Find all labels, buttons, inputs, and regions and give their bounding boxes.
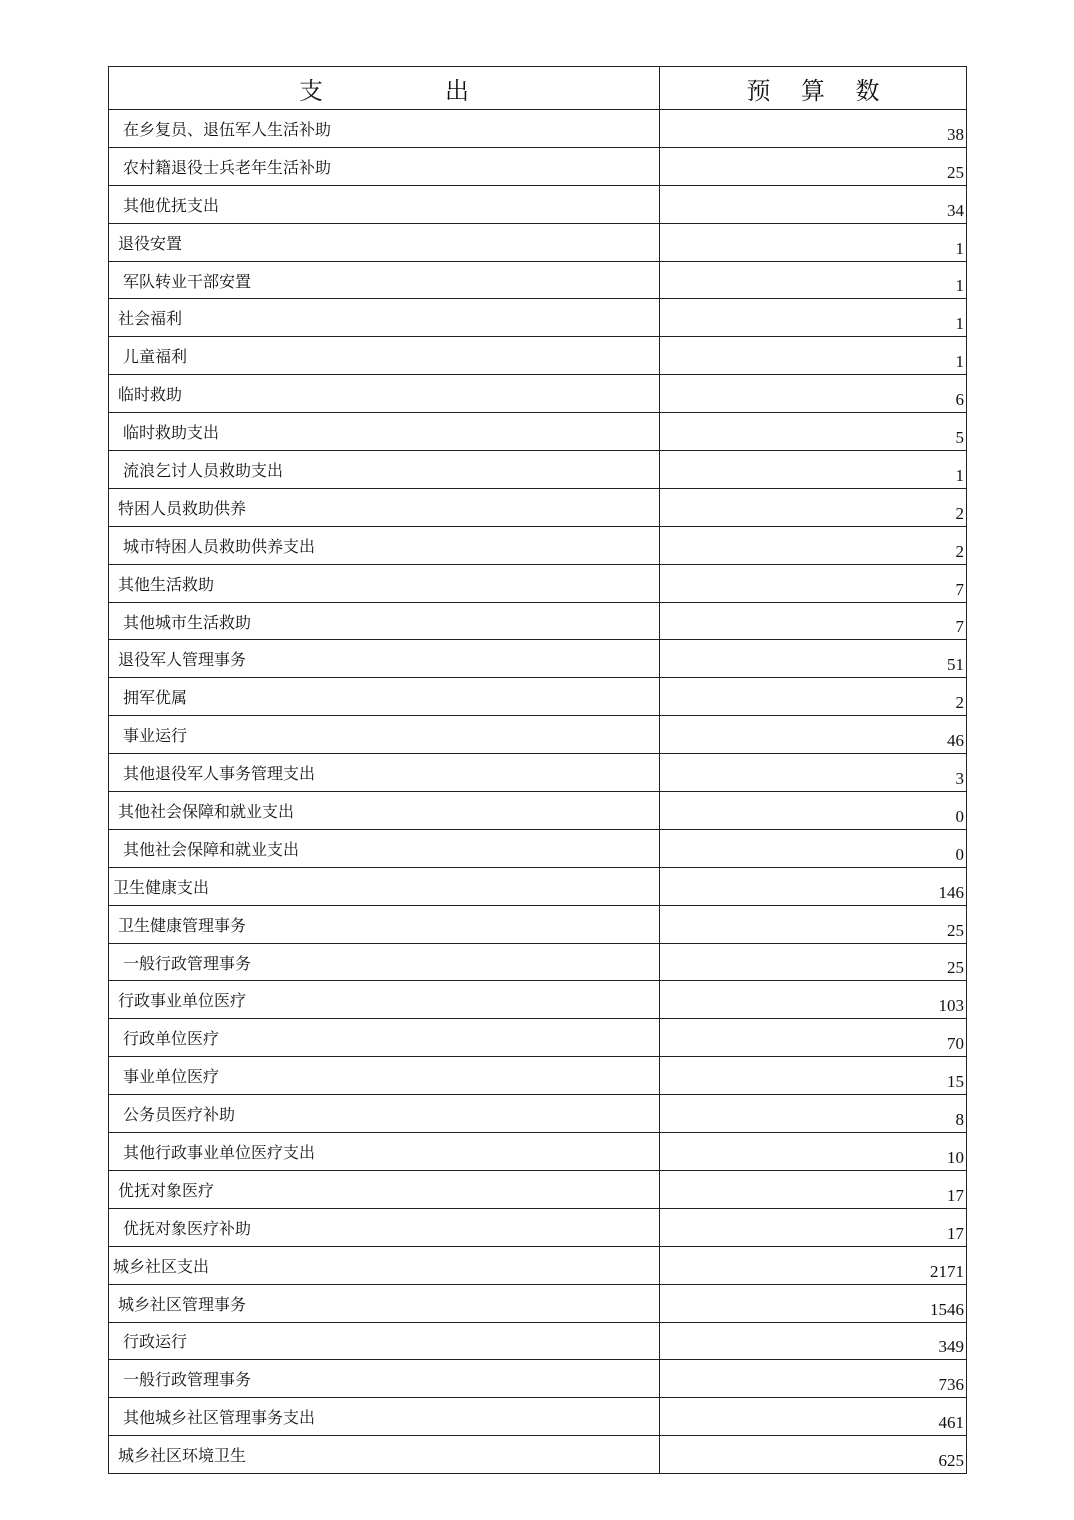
table-row [109,943,967,981]
row-value: 46 [660,716,967,754]
row-value: 0 [660,792,967,830]
row-value: 1 [660,261,967,299]
table-header [109,67,967,110]
row-label: 行政事业单位医疗 [109,981,660,1019]
row-label: 退役军人管理事务 [109,640,660,678]
table-row [109,1133,967,1171]
row-value: 70 [660,1019,967,1057]
row-label: 公务员医疗补助 [109,1095,660,1133]
table-row [109,375,967,413]
table-row [109,147,967,185]
row-value: 8 [660,1095,967,1133]
row-label: 其他社会保障和就业支出 [109,829,660,867]
table-row [109,1019,967,1057]
row-label: 其他优抚支出 [109,185,660,223]
header-row [109,67,967,110]
row-label: 其他生活救助 [109,564,660,602]
table-row [109,1398,967,1436]
table-row [109,223,967,261]
row-value: 2 [660,526,967,564]
row-label: 儿童福利 [109,337,660,375]
row-value: 461 [660,1398,967,1436]
row-value: 7 [660,602,967,640]
row-label: 退役安置 [109,223,660,261]
table-row [109,867,967,905]
row-value: 2171 [660,1246,967,1284]
table-row [109,640,967,678]
row-value: 1 [660,299,967,337]
table-row [109,716,967,754]
table-body [109,110,967,1474]
table-row [109,1322,967,1360]
table-row [109,299,967,337]
table-row [109,754,967,792]
row-value: 1 [660,337,967,375]
row-value: 25 [660,943,967,981]
row-value: 34 [660,185,967,223]
row-label: 卫生健康管理事务 [109,905,660,943]
row-label: 其他城乡社区管理事务支出 [109,1398,660,1436]
row-label: 城市特困人员救助供养支出 [109,526,660,564]
row-label: 城乡社区环境卫生 [109,1436,660,1474]
row-value: 15 [660,1057,967,1095]
row-value: 2 [660,678,967,716]
header-expense: 支 出 [109,67,660,110]
row-value: 1 [660,223,967,261]
row-label: 一般行政管理事务 [109,1360,660,1398]
row-label: 行政单位医疗 [109,1019,660,1057]
table-row [109,564,967,602]
table-row [109,451,967,489]
row-label: 社会福利 [109,299,660,337]
row-label: 在乡复员、退伍军人生活补助 [109,110,660,148]
row-value: 349 [660,1322,967,1360]
budget-table-sheet [108,66,966,1474]
row-label: 临时救助支出 [109,413,660,451]
row-label: 行政运行 [109,1322,660,1360]
row-label: 农村籍退役士兵老年生活补助 [109,147,660,185]
row-label: 事业单位医疗 [109,1057,660,1095]
table-row [109,1208,967,1246]
table-row [109,526,967,564]
table-row [109,1246,967,1284]
table-row [109,905,967,943]
table-row [109,1360,967,1398]
row-label: 流浪乞讨人员救助支出 [109,451,660,489]
row-value: 6 [660,375,967,413]
row-value: 38 [660,110,967,148]
table-row [109,185,967,223]
table-row [109,261,967,299]
table-row [109,1095,967,1133]
budget-table [108,66,967,1474]
row-label: 优抚对象医疗 [109,1170,660,1208]
table-row [109,829,967,867]
table-row [109,1284,967,1322]
row-label: 城乡社区管理事务 [109,1284,660,1322]
row-label: 拥军优属 [109,678,660,716]
row-value: 1 [660,451,967,489]
row-label: 其他退役军人事务管理支出 [109,754,660,792]
table-row [109,337,967,375]
row-label: 其他城市生活救助 [109,602,660,640]
row-value: 5 [660,413,967,451]
row-value: 17 [660,1208,967,1246]
table-row [109,1170,967,1208]
row-label: 特困人员救助供养 [109,488,660,526]
row-value: 736 [660,1360,967,1398]
row-value: 7 [660,564,967,602]
row-label: 其他社会保障和就业支出 [109,792,660,830]
row-value: 25 [660,905,967,943]
row-value: 51 [660,640,967,678]
table-row [109,110,967,148]
row-label: 其他行政事业单位医疗支出 [109,1133,660,1171]
row-value: 10 [660,1133,967,1171]
table-row [109,1057,967,1095]
table-row [109,488,967,526]
row-value: 25 [660,147,967,185]
row-label: 事业运行 [109,716,660,754]
row-label: 城乡社区支出 [109,1246,660,1284]
table-row [109,602,967,640]
row-value: 1546 [660,1284,967,1322]
row-value: 2 [660,488,967,526]
row-label: 卫生健康支出 [109,867,660,905]
row-label: 军队转业干部安置 [109,261,660,299]
table-row [109,1436,967,1474]
table-row [109,981,967,1019]
row-label: 优抚对象医疗补助 [109,1208,660,1246]
row-value: 146 [660,867,967,905]
table-row [109,678,967,716]
table-row [109,792,967,830]
row-value: 625 [660,1436,967,1474]
row-label: 临时救助 [109,375,660,413]
table-row [109,413,967,451]
row-value: 17 [660,1170,967,1208]
header-budget: 预 算 数 [660,67,967,110]
row-value: 3 [660,754,967,792]
row-value: 0 [660,829,967,867]
row-value: 103 [660,981,967,1019]
row-label: 一般行政管理事务 [109,943,660,981]
